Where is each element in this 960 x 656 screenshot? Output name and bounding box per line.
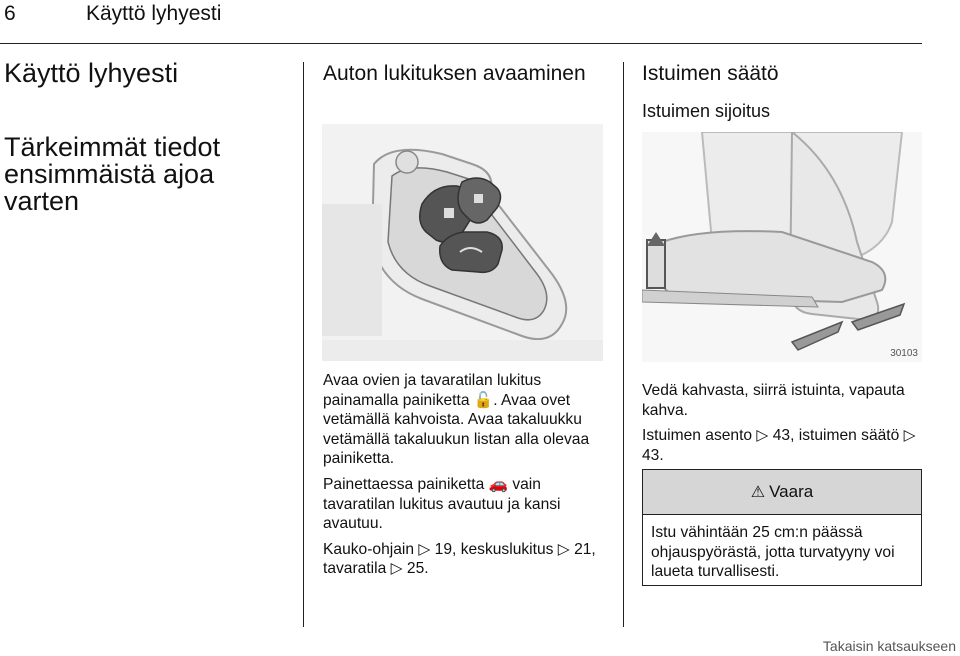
unlocking-text bbox=[323, 371, 605, 585]
key-fob-illustration bbox=[322, 124, 603, 361]
warning-title: Vaara bbox=[769, 482, 814, 501]
section-heading: Käyttö lyhyesti bbox=[4, 58, 179, 88]
header-divider bbox=[0, 43, 922, 44]
column-divider-left bbox=[303, 62, 304, 627]
back-to-overview-link[interactable]: Takaisin katsaukseen bbox=[822, 638, 956, 654]
seat-image bbox=[642, 132, 922, 362]
unlocking-heading: Auton lukituksen avaaminen bbox=[323, 62, 586, 85]
page-number: 6 bbox=[4, 2, 16, 25]
key-fob-image bbox=[322, 124, 603, 361]
paragraph: Vedä kahvasta, siirrä istuinta, vapauta kahva. bbox=[642, 382, 905, 419]
figure-number: 30103 bbox=[890, 348, 918, 359]
paragraph: Istuimen asento ▷ 43, istuimen säätö ▷ 43. bbox=[642, 427, 916, 464]
section-subheading: Tärkeimmät tiedot ensimmäistä ajoa varten bbox=[4, 132, 221, 216]
paragraph: Avaa ovien ja tavaratilan lukitus painamalla painiketta 🔓. Avaa ovet vetämällä kahvoista. Avaa takaluukku vetämällä takaluukun listan alla olevaa painiketta. bbox=[323, 372, 590, 468]
running-header-title: Käyttö lyhyesti bbox=[86, 2, 222, 25]
seat-text bbox=[642, 381, 924, 471]
column-divider-right bbox=[623, 62, 624, 627]
paragraph: Kauko-ohjain ▷ 19, keskuslukitus ▷ 21, tavaratila ▷ 25. bbox=[323, 540, 596, 578]
seat-adjustment-heading: Istuimen säätö bbox=[642, 62, 779, 85]
warning-box bbox=[642, 469, 922, 586]
seat-position-subheading: Istuimen sijoitus bbox=[642, 101, 771, 121]
paragraph: Painettaessa painiketta 🚗 vain tavaratilan lukitus avautuu ja kansi avautuu. bbox=[323, 475, 561, 533]
warning-text: Istu vähintään 25 cm:n päässä ohjauspyörästä, jotta turvatyyny voi laueta turvallisesti. bbox=[651, 524, 895, 581]
warning-header bbox=[643, 470, 921, 515]
warning-triangle-icon: ⚠ bbox=[750, 484, 766, 501]
seat-illustration bbox=[642, 132, 922, 362]
